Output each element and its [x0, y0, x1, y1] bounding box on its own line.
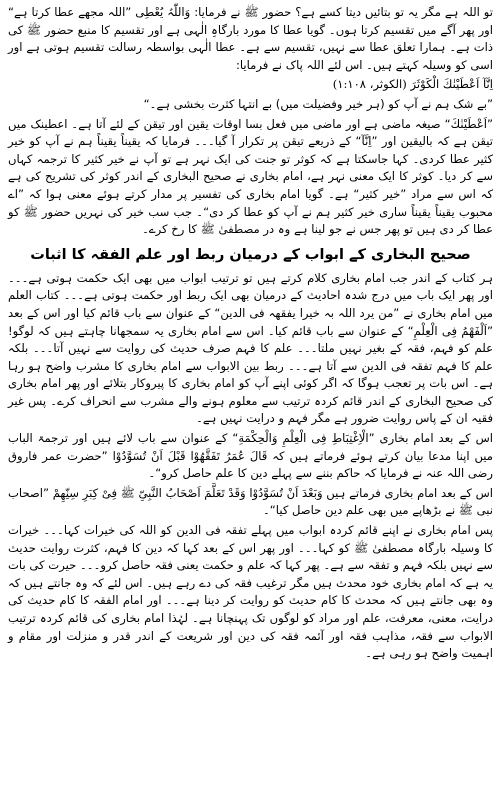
quran-verse: اِنَّآ اَعْطَیْنٰكَ الْكَوْثَرَ (الکوثر، ۱:۱۰۸): [332, 77, 493, 92]
section-heading: صحیح البخاری کے ابواب کے درمیان ربط اور علم الفقہ کا اثبات: [30, 246, 471, 263]
paragraph-intro: تو اللہ ہے مگر یہ تو بتائیں دیتا کسے ہے؟ حضور ﷺ نے فرمایا: وَاللّٰہُ یُعْطِی ”اللہ مجھے عطا کرتا ہے“ اور پھر آگے میں تقسیم کرتا ہوں۔ گویا عطا کا مورد بارگاہِ الٰہی ہے اور تقسیم کا منبع حضور ﷺ کی ذات ہے۔ ہمارا تعلق عطا سے نہیں، تقسیم سے ہے۔ عطا الٰہی بواسطہ رسالت تقسیم ہوتی ہے اور اسی کو وسیلہ کہتے ہیں۔ اس لئے اللہ پاک نے فرمایا:: [8, 5, 493, 72]
paragraph-order-of-chapters: ہر کتاب کے اندر جب امام بخاری کلام کرتے ہیں تو ترتیب ابواب میں بھی ایک حکمت ہوتی ہے۔۔۔ اور پھر ایک باب میں درج شدہ احادیث کے درمیان بھی ایک ربط اور حکمت ہوتی ہے۔۔۔ کتاب العلم میں امام بخاری نے ”من یرد اللہ بہ خیرا یفقھہ فی الدین“ کے عنوان سے باب قائم کیا اور اس کے بعد ”اَلْفَھْمُ فِی الْعِلْمِ“ کے عنوان سے باب قائم کیا۔ اس سے امام بخاری یہ سمجھانا چاہتے ہیں کہ لوگو! علم کو فہم، فقہ کے بغیر نہیں ملتا۔۔۔ علم کا فہم صرف حدیث کی روایت سے نہیں آتا۔۔۔ بلکہ علم کا فہم تفقہ فی الدین سے آتا ہے۔۔۔ ربط بین الابواب سے امام بخاری کا مشرب واضح ہو رہا ہے۔ اس بات پر تعجب ہوگا کہ اگر کوئی اپنے آپ کو امام بخاری کا پیروکار بتلائے اور پھر امام بخاری کی صحیح البخاری کے اندر قائم کردہ ترتیب سے معلوم ہونے والے مشرب سے انحراف کرے۔ پس غیر فقیہ ان کے پاس روایت ضرور ہے مگر فہم و درایت نہیں ہے۔: [8, 270, 493, 426]
paragraph-companions: اس کے بعد امام بخاری فرماتے ہیں وَبَعْدَ اَنْ تُسَوَّدُوْا وَقَدْ تَعَلَّمَ اَصْحَابُ النَّبِیِّ ﷺ فِیْ كِبَرِ سِنِّهِمْ ”اصحاب نبی ﷺ نے بڑھاپے میں بھی علم دین حاصل کیا“۔: [8, 485, 493, 518]
paragraph-kawthar: ”اَعْطَیْنٰكَ“ صیغہ ماضی ہے اور ماضی میں فعل بسا اوقات یقین اور تیقن کے لئے آتا ہے۔ اعطینک میں تیقن ہے کہ بالیقین اور ”اِنَّآ“ کے ذریعے تیقن پر تکرار آ گیا۔۔۔ فرمایا کہ یقیناً یقیناً ہم نے آپ کو خیر کثیر عطا کردی۔ کہا جاسکتا ہے کہ کوثر تو جنت کی ایک نہر ہے تو آپ نے خیر کثیر کا ترجمہ کہاں سے کر دیا۔ کوثر کا ایک معنی نہر ہے، امام بخاری نے صحیح البخاری کے اندر کوثر کی تشریح کی ہے کہ اس سے مراد ”خیر کثیر“ ہے۔ گویا امام بخاری کی تفسیر پر مدار کرتے ہوئے معنی ہوا کہ ”اے محبوب یقیناً یقیناً ساری خیر کثیر ہم نے آپ کو عطا کر دی“۔ جب سب خیر کی نہریں حضور ﷺ کو عطا کر دی ہیں تو پھر جس نے جو لینا ہے وہ در مصطفیٰ ﷺ کا رخ کرے۔: [8, 116, 493, 237]
paragraph-conclusion: پس امام بخاری نے اپنے قائم کردہ ابواب میں پہلے تفقہ فی الدین کو اللہ کی خیرات کہا۔۔۔ خیرات کا وسیلہ بارگاہ مصطفیٰ ﷺ کو کہا۔۔۔ اور پھر اس کے بعد کہا کہ دین کا فہم، کثرت روایت حدیث سے نہیں بلکہ فہم و تفقہ سے ہے۔ پھر کہا کہ علم و حکمت یعنی فقہ حاصل کرو۔۔۔ حیرت کی بات یہ ہے کہ امام بخاری خود محدث ہیں مگر ترغیب فقہ کی دے رہے ہیں۔ اس لئے کہ وہ جانتے ہیں کہ وہ بھی جانتے ہیں کہ محدث کا کام حدیث کو روایت کر دینا ہے۔۔۔ اور امام الفقہ کا کام حدیث کی درایت، معنی، معرفت، علم اور مراد کو لوگوں تک پہنچانا ہے۔ لہٰذا امام بخاری کی قائم کردہ ترتیب الابواب سے فقہ، مذاہب فقہ اور آئمہ فقہ کی دین اور شریعت کے اندر قدر و منزلت اور مقام و اہمیت واضح ہو رہی ہے۔: [8, 523, 493, 661]
paragraph-ightibat: اس کے بعد امام بخاری ”الْاِغْتِبَاطِ فِی الْعِلْمِ وَالْحِكْمَةِ“ کے عنوان سے باب لائے ہیں اور ترجمۃ الباب میں اپنا مدعا بیان کرتے ہوئے فرماتے ہیں کہ قَالَ عُمَرُ تَفَقَّهُوْا قَبْلَ اَنْ تُسَوَّدُوْا ”حضرت عمر فاروق رضی اللہ عنہ نے فرمایا کہ حاکم بننے سے پہلے دین کا علم حاصل کرو“۔: [8, 431, 493, 481]
verse-translation: ”بے شک ہم نے آپ کو (ہر خیر وفضیلت میں) بے انتہا کثرت بخشی ہے۔“: [143, 96, 493, 111]
